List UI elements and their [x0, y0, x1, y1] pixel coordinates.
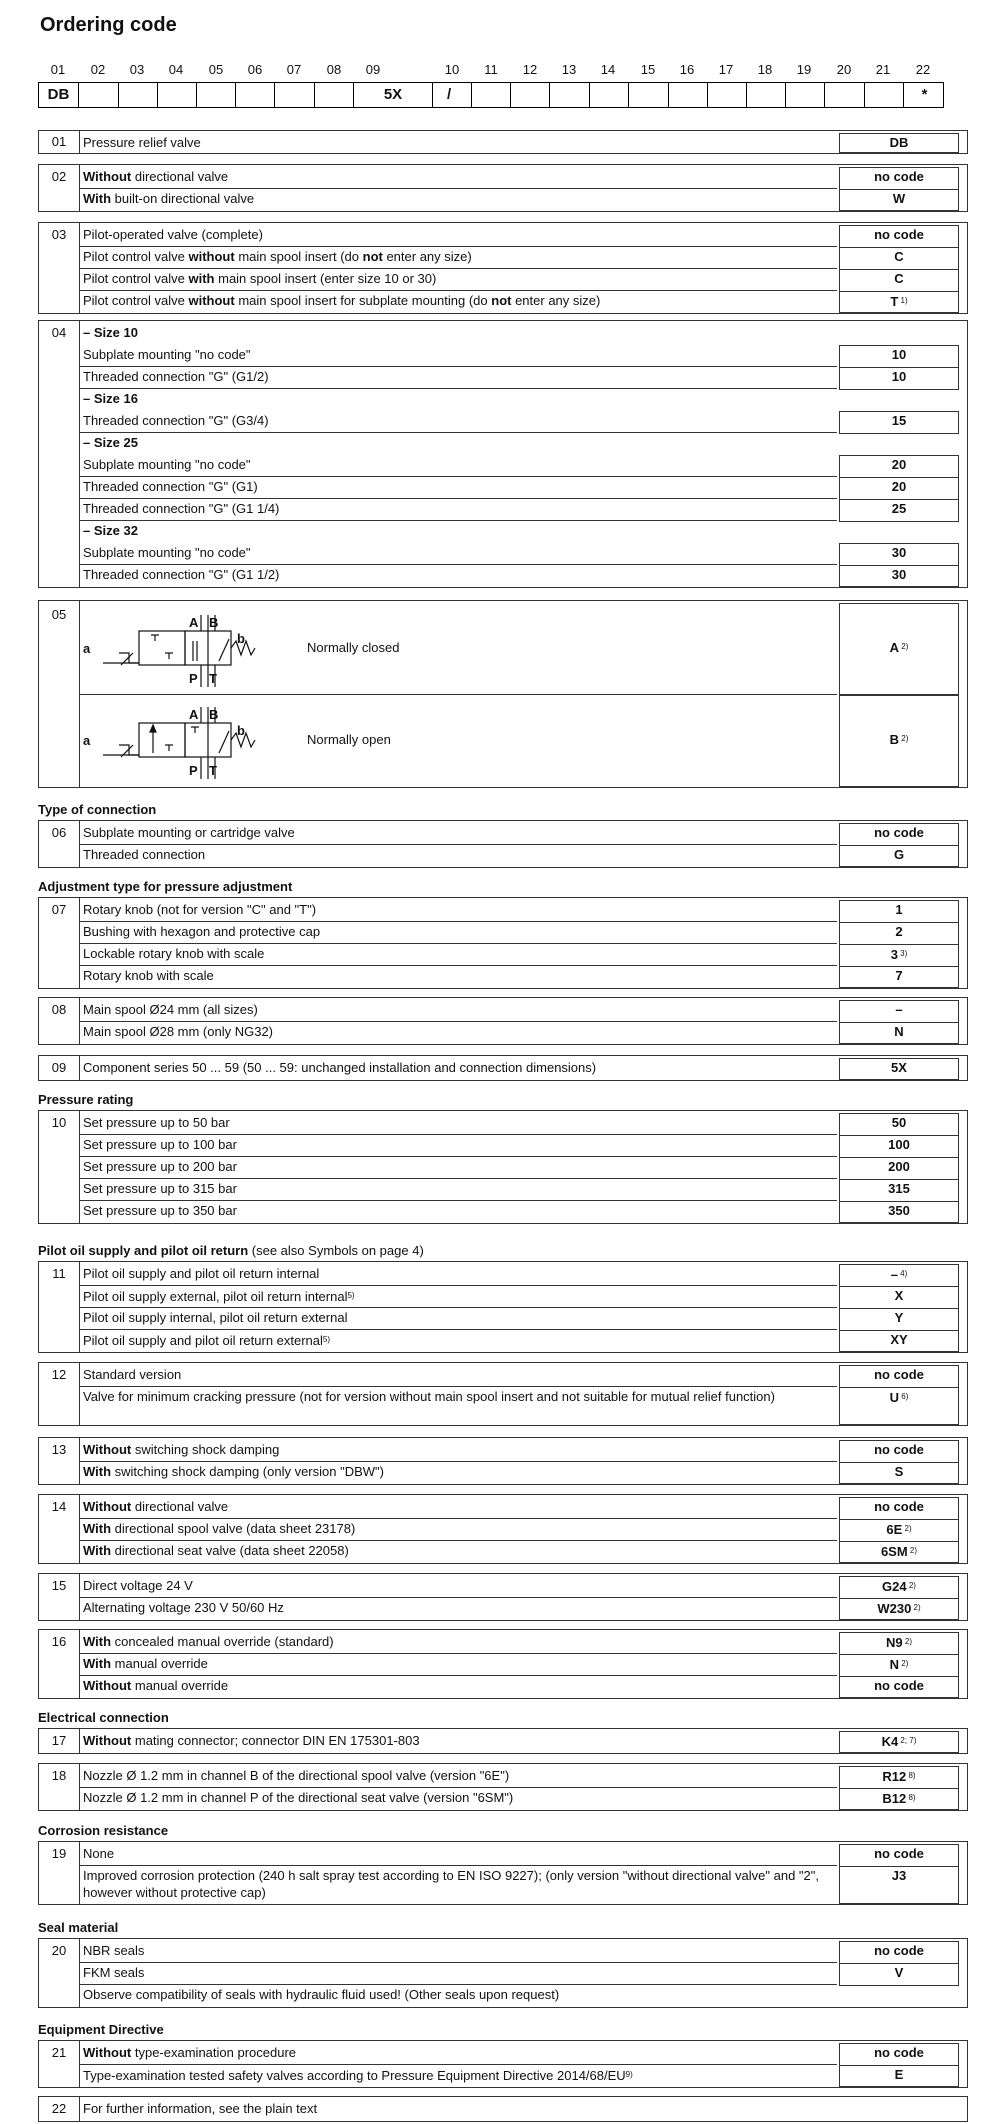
option-description: Pilot-operated valve (complete): [79, 225, 837, 247]
option-code: 5X: [839, 1058, 959, 1080]
option-description: Without manual override: [83, 1678, 229, 1693]
option-description: Set pressure up to 50 bar: [79, 1113, 837, 1135]
option-code: N9 $^{2)}$: [839, 1632, 959, 1655]
option-code: no code: [839, 167, 959, 190]
option-row: [79, 1766, 967, 1788]
position-number: 18: [757, 62, 773, 77]
option-description: Pilot control valve without main spool insert for subplate mounting (do not enter any size): [83, 293, 601, 308]
option-code: N $^{2)}$: [839, 1654, 959, 1677]
option-row: [79, 247, 967, 269]
code-cell: DB: [39, 83, 79, 107]
option-row: [79, 1731, 967, 1753]
page-title: Ordering code: [40, 14, 177, 36]
group-number: 11: [52, 1266, 66, 1281]
group-07: [38, 897, 968, 989]
option-row: [79, 1941, 967, 1963]
option-description: Pilot control valve with main spool insert (enter size 10 or 30): [79, 269, 837, 291]
option-description: Threaded connection: [83, 847, 206, 862]
option-row: [79, 133, 967, 153]
option-description: [79, 603, 837, 695]
option-code: no code: [839, 1497, 959, 1520]
option-row: [79, 345, 967, 367]
option-description: Threaded connection "G" (G3/4): [79, 411, 837, 433]
code-cell: [590, 83, 629, 107]
code-cell: *: [921, 86, 928, 103]
code-cell: [669, 83, 708, 107]
group-number: 09: [51, 1060, 67, 1075]
option-row: [79, 1365, 967, 1387]
option-row: [79, 1541, 967, 1563]
size-heading: – Size 16: [83, 391, 138, 406]
group-14: [38, 1494, 968, 1564]
code-cell: 5X: [354, 83, 433, 107]
option-description: [79, 521, 837, 543]
option-row: [79, 1440, 967, 1462]
option-row: [79, 189, 967, 211]
group-number: 10: [51, 1115, 67, 1130]
option-row: [79, 900, 967, 922]
option-code: no code: [839, 1941, 959, 1964]
ordering-code-bar: [38, 82, 944, 108]
option-description: Improved corrosion protection (240 h salt spray test according to EN ISO 9227); (only version "without directional valve" and "2", however without protective cap): [83, 1868, 819, 1900]
option-description: Component series 50 ... 59 (50 ... 59: unchanged installation and connection dimensions): [83, 1060, 597, 1075]
group-number: 04: [51, 325, 67, 340]
position-number: 10: [444, 62, 460, 77]
option-row: [79, 477, 967, 499]
group-number: 01: [51, 134, 67, 149]
group-16: [38, 1629, 968, 1699]
group-17: [38, 1728, 968, 1754]
option-description: Without switching shock damping: [79, 1440, 837, 1462]
option-code: W230 $^{2)}$: [839, 1598, 959, 1620]
group-21: [38, 2040, 968, 2088]
option-code: N: [839, 1022, 959, 1044]
option-description: [79, 389, 837, 411]
section-heading: Adjustment type for pressure adjustment: [38, 879, 293, 894]
option-description: Threaded connection "G" (G1): [79, 477, 837, 499]
option-code: 200: [839, 1157, 959, 1180]
option-code: no code: [839, 1676, 959, 1698]
option-code: 3 $^{3)}$: [839, 944, 959, 967]
option-description: Set pressure up to 100 bar: [79, 1135, 837, 1157]
code-cell: [275, 83, 315, 107]
option-code: T $^{1)}$: [839, 291, 959, 313]
size-heading: – Size 25: [83, 435, 138, 450]
option-row: [79, 291, 967, 313]
port-label: a: [83, 641, 91, 656]
option-code: no code: [839, 1440, 959, 1463]
group-18: [38, 1763, 968, 1811]
option-code: G: [839, 845, 959, 867]
option-row: [79, 1308, 967, 1330]
option-description: Pressure relief valve: [83, 135, 201, 150]
option-code: 20: [839, 477, 959, 500]
option-description: Bushing with hexagon and protective cap: [79, 922, 837, 944]
code-cell: [629, 83, 669, 107]
port-label: A: [189, 615, 199, 630]
section-heading: Type of connection: [38, 802, 157, 817]
option-description: Pilot oil supply and pilot oil return external$^{5)}$: [83, 1333, 331, 1348]
option-code: XY: [839, 1330, 959, 1352]
option-row: [79, 1058, 967, 1080]
option-row: [79, 1113, 967, 1135]
option-code: 6SM $^{2)}$: [839, 1541, 959, 1563]
port-label: a: [83, 733, 91, 748]
option-code: K4 $^{2; 7)}$: [839, 1731, 959, 1753]
position-number: 03: [129, 62, 145, 77]
group-number: 19: [51, 1846, 67, 1861]
position-number: 09: [365, 62, 381, 77]
position-number: 11: [484, 62, 498, 77]
group-number: 16: [51, 1634, 67, 1649]
option-code: –: [839, 1000, 959, 1023]
group-number: 13: [51, 1442, 67, 1457]
option-description-text: Normally closed: [307, 640, 400, 655]
valve-symbol-icon: [81, 695, 261, 787]
option-description: Main spool Ø24 mm (all sizes): [79, 1000, 837, 1022]
option-description: Without mating connector; connector DIN EN 175301-803: [83, 1733, 420, 1748]
port-label: P: [189, 671, 198, 686]
group-number: 07: [51, 902, 67, 917]
option-row: [79, 922, 967, 944]
position-numbers: [38, 62, 944, 78]
group-number: 08: [51, 1002, 67, 1017]
section-heading: Electrical connection: [38, 1710, 169, 1725]
code-cell: [158, 83, 197, 107]
option-row: [79, 1985, 967, 2007]
option-code: 315: [839, 1179, 959, 1202]
option-row: [79, 2043, 967, 2065]
code-cell: [511, 83, 550, 107]
group-number: 02: [51, 169, 67, 184]
option-description: Set pressure up to 315 bar: [79, 1179, 837, 1201]
group-number: 20: [51, 1943, 67, 1958]
group-11: [38, 1261, 968, 1353]
option-description: Nozzle Ø 1.2 mm in channel B of the directional spool valve (version "6E"): [79, 1766, 837, 1788]
option-description: Subplate mounting or cartridge valve: [79, 823, 837, 845]
code-cell: [197, 83, 236, 107]
group-number: 17: [51, 1733, 67, 1748]
option-code: 25: [839, 499, 959, 522]
option-row: [79, 499, 967, 521]
option-code: G24 $^{2)}$: [839, 1576, 959, 1599]
group-03: [38, 222, 968, 314]
option-row: [79, 1462, 967, 1484]
port-label: T: [209, 763, 217, 778]
option-description: Set pressure up to 350 bar: [83, 1203, 237, 1218]
group-number: 03: [51, 227, 67, 242]
option-row: [79, 1179, 967, 1201]
option-description: With directional seat valve (data sheet 22058): [83, 1543, 349, 1558]
option-row: [79, 543, 967, 565]
group-20: [38, 1938, 968, 2008]
section-heading: Corrosion resistance: [38, 1823, 169, 1838]
option-description: Nozzle Ø 1.2 mm in channel P of the directional seat valve (version "6SM"): [83, 1790, 514, 1805]
group-02: [38, 164, 968, 212]
option-code: E: [839, 2065, 959, 2087]
option-row: [79, 2099, 967, 2121]
option-row: [79, 1022, 967, 1044]
option-code: S: [839, 1462, 959, 1484]
option-description: [79, 433, 837, 455]
option-description: Alternating voltage 230 V 50/60 Hz: [83, 1600, 284, 1615]
position-number: 15: [640, 62, 656, 77]
option-row: [79, 1135, 967, 1157]
option-description: Without type-examination procedure: [79, 2043, 837, 2065]
option-code: C: [839, 269, 959, 292]
option-row: [79, 1963, 967, 1985]
position-number: 19: [796, 62, 812, 77]
option-code: no code: [839, 1365, 959, 1388]
group-12: [38, 1362, 968, 1426]
option-description: Standard version: [79, 1365, 837, 1387]
position-number: 21: [875, 62, 891, 77]
option-description: For further information, see the plain text: [83, 2101, 318, 2116]
option-code: B12 $^{8)}$: [839, 1788, 959, 1810]
size-heading-row: [79, 389, 967, 411]
option-code: R12 $^{8)}$: [839, 1766, 959, 1789]
option-row: [79, 695, 967, 787]
code-cell: /: [433, 83, 472, 107]
option-description: [79, 323, 837, 345]
position-number: 14: [600, 62, 616, 77]
option-description: Set pressure up to 200 bar: [79, 1157, 837, 1179]
size-heading: – Size 32: [83, 523, 138, 538]
option-description: Pilot control valve without main spool insert (do not enter any size): [79, 247, 837, 269]
option-code: 7: [839, 966, 959, 988]
group-10: [38, 1110, 968, 1224]
option-description: Pilot oil supply internal, pilot oil return external: [79, 1308, 837, 1330]
size-heading: – Size 10: [83, 325, 138, 340]
option-description: Pilot oil supply and pilot oil return internal: [79, 1264, 837, 1286]
option-code: 30: [839, 543, 959, 566]
position-number: 04: [168, 62, 184, 77]
option-code: 100: [839, 1135, 959, 1158]
size-heading-row: [79, 323, 967, 345]
group-01: [38, 130, 968, 154]
option-description: Lockable rotary knob with scale: [79, 944, 837, 966]
option-code: 1: [839, 900, 959, 923]
option-description: Pilot oil supply external, pilot oil return internal$^{5)}$: [79, 1286, 837, 1308]
option-code: W: [839, 189, 959, 211]
option-row: [79, 225, 967, 247]
section-heading: Seal material: [38, 1920, 119, 1935]
section-heading: Equipment Directive: [38, 2022, 164, 2037]
option-row: [79, 966, 967, 988]
port-label: b: [237, 723, 245, 738]
position-number: 20: [836, 62, 852, 77]
option-description: With directional spool valve (data sheet 23178): [79, 1519, 837, 1541]
port-label: A: [189, 707, 199, 722]
option-description: NBR seals: [79, 1941, 837, 1963]
option-row: [79, 455, 967, 477]
option-description: Subplate mounting "no code": [79, 543, 837, 565]
group-08: [38, 997, 968, 1045]
option-row: [79, 603, 967, 695]
code-cell: [708, 83, 747, 107]
option-row: [79, 269, 967, 291]
option-description: Subplate mounting "no code": [79, 455, 837, 477]
option-row: [79, 1000, 967, 1022]
option-code: 350: [839, 1201, 959, 1223]
option-description: With concealed manual override (standard): [79, 1632, 837, 1654]
group-number: 06: [51, 825, 67, 840]
option-code: 6E $^{2)}$: [839, 1519, 959, 1542]
option-row: [79, 1387, 967, 1425]
option-code: no code: [839, 225, 959, 248]
position-number: 13: [561, 62, 577, 77]
option-code: X: [839, 1286, 959, 1309]
group-22: [38, 2096, 968, 2122]
position-number: 16: [679, 62, 695, 77]
group-15: [38, 1573, 968, 1621]
option-code: C: [839, 247, 959, 270]
option-description: Rotary knob with scale: [83, 968, 214, 983]
option-description: Valve for minimum cracking pressure (not for version without main spool insert and not suitable for mutual relief function): [83, 1389, 775, 1404]
option-row: [79, 1576, 967, 1598]
code-cell: [550, 83, 590, 107]
group-number: 12: [51, 1367, 67, 1382]
option-code: J3: [839, 1866, 959, 1904]
option-code: 15: [839, 411, 959, 434]
code-cell: [79, 83, 119, 107]
option-code: DB: [839, 133, 959, 153]
port-label: b: [237, 631, 245, 646]
option-row: [79, 1654, 967, 1676]
position-number: 05: [208, 62, 224, 77]
option-description: Direct voltage 24 V: [79, 1576, 837, 1598]
option-code: B $^{2)}$: [839, 695, 959, 787]
option-description: Without directional valve: [79, 1497, 837, 1519]
option-code: – $^{4)}$: [839, 1264, 959, 1287]
position-number: 06: [247, 62, 263, 77]
code-cell: [315, 83, 354, 107]
group-number: 21: [51, 2045, 67, 2060]
code-cell: [825, 83, 865, 107]
option-code: V: [839, 1963, 959, 1986]
group-number: 15: [51, 1578, 67, 1593]
option-row: [79, 1201, 967, 1223]
port-label: P: [189, 763, 198, 778]
code-cell: [865, 83, 904, 107]
group-number: 14: [51, 1499, 67, 1514]
option-code: A $^{2)}$: [839, 603, 959, 695]
option-description: With manual override: [79, 1654, 837, 1676]
port-label: B: [209, 615, 219, 630]
size-heading-row: [79, 433, 967, 455]
option-description: Main spool Ø28 mm (only NG32): [83, 1024, 274, 1039]
option-code: 50: [839, 1113, 959, 1136]
group-number: 22: [51, 2101, 67, 2116]
position-number: 12: [522, 62, 538, 77]
option-description: None: [79, 1844, 837, 1866]
option-description: With switching shock damping (only version "DBW"): [83, 1464, 384, 1479]
option-row: [79, 1632, 967, 1654]
option-code: no code: [839, 823, 959, 846]
option-row: [79, 1598, 967, 1620]
option-description: Observe compatibility of seals with hydraulic fluid used! (Other seals upon request): [83, 1987, 560, 2002]
option-row: [79, 1788, 967, 1810]
position-number: 08: [326, 62, 342, 77]
option-row: [79, 944, 967, 966]
option-description: [79, 695, 837, 787]
option-code: 10: [839, 345, 959, 368]
option-row: [79, 2065, 967, 2087]
option-row: [79, 1330, 967, 1352]
option-description: Subplate mounting "no code": [79, 345, 837, 367]
option-row: [79, 1519, 967, 1541]
option-row: [79, 1676, 967, 1698]
option-code: no code: [839, 1844, 959, 1867]
option-row: [79, 367, 967, 389]
group-19: [38, 1841, 968, 1905]
option-code: 20: [839, 455, 959, 478]
option-row: [79, 1286, 967, 1308]
section-heading: Pilot oil supply and pilot oil return (see also Symbols on page 4): [38, 1243, 424, 1258]
option-row: [79, 167, 967, 189]
group-09: [38, 1055, 968, 1081]
position-number: 02: [90, 62, 106, 77]
option-row: [79, 845, 967, 867]
size-heading-row: [79, 521, 967, 543]
option-description: Type-examination tested safety valves according to Pressure Equipment Directive 2014/68/EU$^{9)}$: [83, 2068, 633, 2083]
option-description: With built-on directional valve: [83, 191, 255, 206]
option-description: Threaded connection "G" (G1 1/4): [79, 499, 837, 521]
group-number: 05: [51, 607, 67, 622]
option-row: [79, 1497, 967, 1519]
code-cell: [786, 83, 825, 107]
port-label: T: [209, 671, 217, 686]
group-06: [38, 820, 968, 868]
group-number: 18: [51, 1768, 67, 1783]
option-description: Threaded connection "G" (G1 1/2): [83, 567, 280, 582]
option-description-text: Normally open: [307, 732, 391, 747]
section-heading: Pressure rating: [38, 1092, 134, 1107]
code-cell: [236, 83, 275, 107]
group-05: [38, 600, 968, 788]
group-04: [38, 320, 968, 588]
option-row: [79, 1157, 967, 1179]
option-code: no code: [839, 2043, 959, 2066]
option-description: FKM seals: [79, 1963, 837, 1985]
option-row: [79, 1866, 967, 1904]
option-row: [79, 411, 967, 433]
position-number: 17: [718, 62, 734, 77]
position-number: 01: [50, 62, 66, 77]
option-row: [79, 1844, 967, 1866]
port-label: B: [209, 707, 219, 722]
option-description: Without directional valve: [79, 167, 837, 189]
option-row: [79, 1264, 967, 1286]
code-cell: [119, 83, 158, 107]
option-description: Rotary knob (not for version "C" and "T"): [79, 900, 837, 922]
option-description: Threaded connection "G" (G1/2): [79, 367, 837, 389]
option-code: 30: [839, 565, 959, 587]
option-code: Y: [839, 1308, 959, 1331]
option-row: [79, 823, 967, 845]
position-number: 07: [286, 62, 302, 77]
option-code: 2: [839, 922, 959, 945]
option-code: U $^{6)}$: [839, 1387, 959, 1425]
position-number: 22: [915, 62, 931, 77]
valve-symbol-icon: [81, 603, 261, 695]
code-cell: [472, 83, 511, 107]
code-cell: [747, 83, 786, 107]
option-code: 10: [839, 367, 959, 390]
option-row: [79, 565, 967, 587]
group-13: [38, 1437, 968, 1485]
